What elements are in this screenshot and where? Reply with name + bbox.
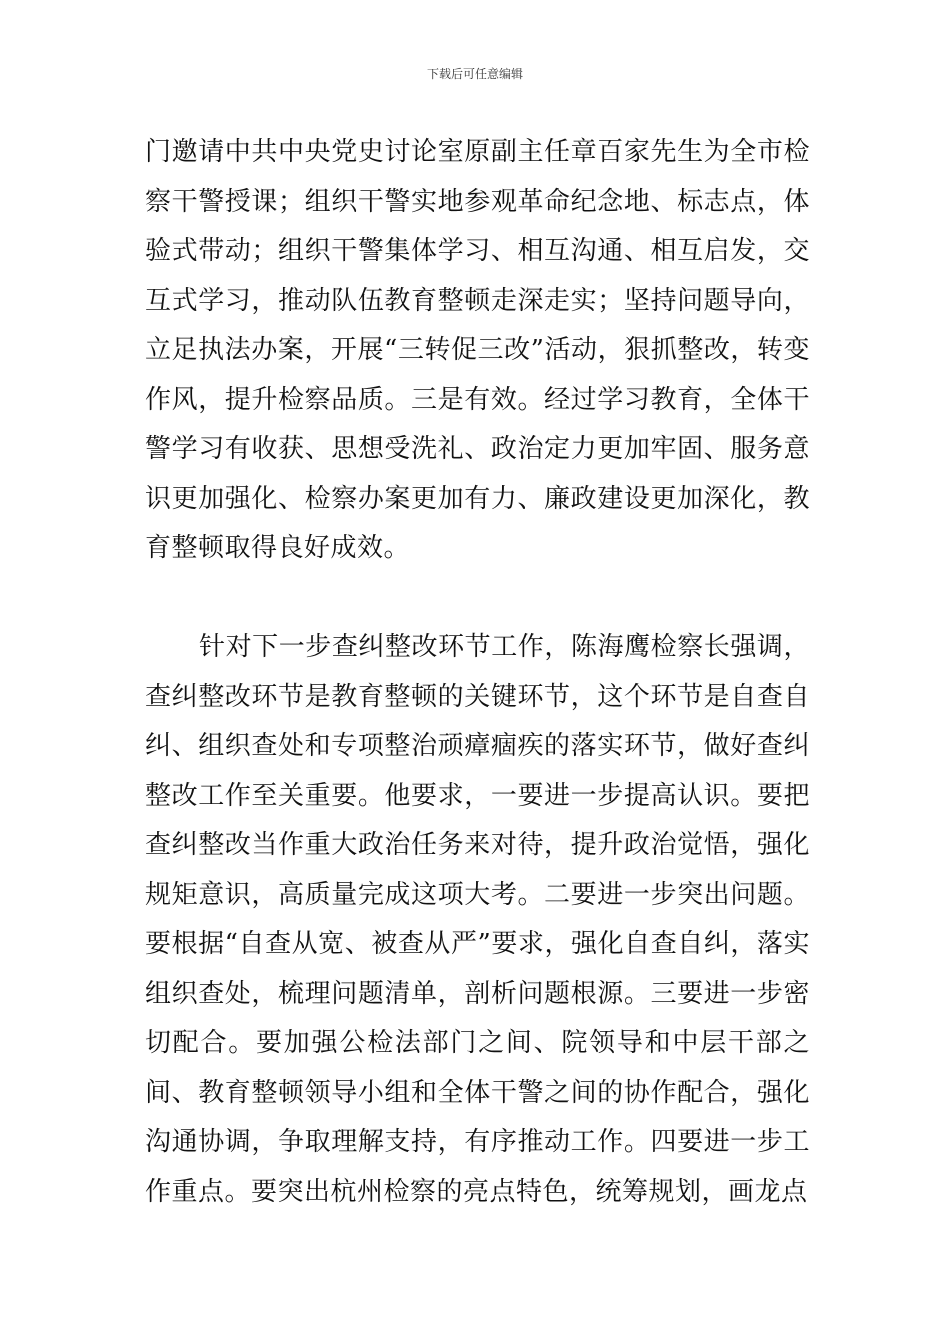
paragraph-1: 门邀请中共中央党史讨论室原副主任章百家先生为全市检察干警授课；组织干警实地参观革命纪念地、标志点，体验式带动；组织干警集体学习、相互沟通、相互启发，交互式学习，推动队伍教育整顿走深走实；坚持问题导向，立足执法办案，开展“三转促三改”活动，狠抓整改，转变作风，提升检察品质。三是有效。经过学习教育，全体干警学习有收获、思想受洗礼、政治定力更加牢固、服务意识更加强化、检察办案更加有力、廉政建设更加深化，教育整顿取得良好成效。 [145, 137, 810, 563]
paragraph-2: 针对下一步查纠整改环节工作，陈海鹰检察长强调，查纠整改环节是教育整顿的关键环节，这个环节是自查自纠、组织查处和专项整治顽瘴痼疾的落实环节，做好查纠整改工作至关重要。他要求，一要进一步提高认识。要把查纠整改当作重大政治任务来对待，提升政治觉悟，强化规矩意识，高质量完成这项大考。二要进一步突出问题。要根据“自查从宽、被查从严”要求，强化自查自纠，落实组织查处，梳理问题清单，剖析问题根源。三要进一步密切配合。要加强公检法部门之间、院领导和中层干部之间、教育整顿领导小组和全体干警之间的协作配合，强化沟通协调，争取理解支持，有序推动工作。四要进一步工作重点。要突出杭州检察的亮点特色，统筹规划，画龙点 [145, 632, 810, 1207]
document-body [145, 128, 810, 1217]
paragraph-spacer [145, 574, 810, 624]
page-header-note: 下载后可任意编辑 [426, 67, 523, 81]
